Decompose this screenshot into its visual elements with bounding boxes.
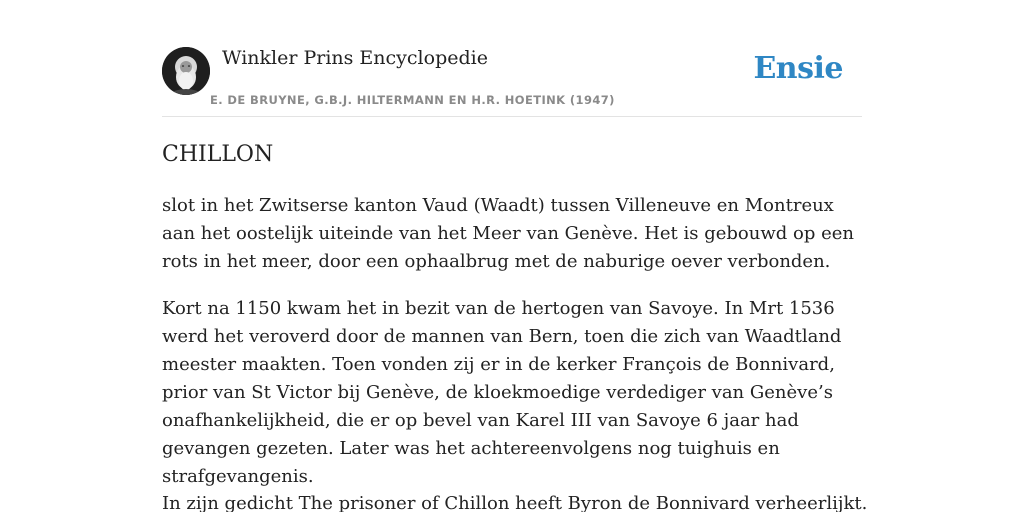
article-paragraph: slot in het Zwitserse kanton Vaud (Waadt) tussen Villeneuve en Montreux aan het oostelijk uiteinde van het Meer van Genève. Het is gebouwd op een rots in het meer, door een ophaalbrug met de naburige oever verbonden. [162, 195, 854, 272]
article-title: CHILLON [162, 142, 274, 167]
book-header [162, 46, 862, 117]
portrait-icon [162, 47, 210, 95]
ensie-logo[interactable]: Ensie [753, 51, 843, 86]
author-portrait-avatar[interactable] [162, 47, 210, 95]
book-title[interactable]: Winkler Prins Encyclopedie [222, 47, 488, 69]
article-paragraph: In zijn gedicht The prisoner of Chillon heeft Byron de Bonnivard verheerlijkt. [162, 493, 868, 512]
article-paragraph: Kort na 1150 kwam het in bezit van de hertogen van Savoye. In Mrt 1536 werd het veroverd door de mannen van Bern, toen die zich van Waadtland meester maakten. Toen vonden zij er in de kerker François de Bonnivard, prior van St Victor bij Genève, de kloekmoedige verdediger van Genève’s onafhankelijkheid, die er op bevel van Karel III van Savoye 6 jaar had gevangen gezeten. Later was het achtereenvolgens nog tuighuis en strafgevangenis. [162, 298, 842, 487]
book-authors: E. DE BRUYNE, G.B.J. HILTERMANN EN H.R. HOETINK (1947) [210, 93, 615, 107]
